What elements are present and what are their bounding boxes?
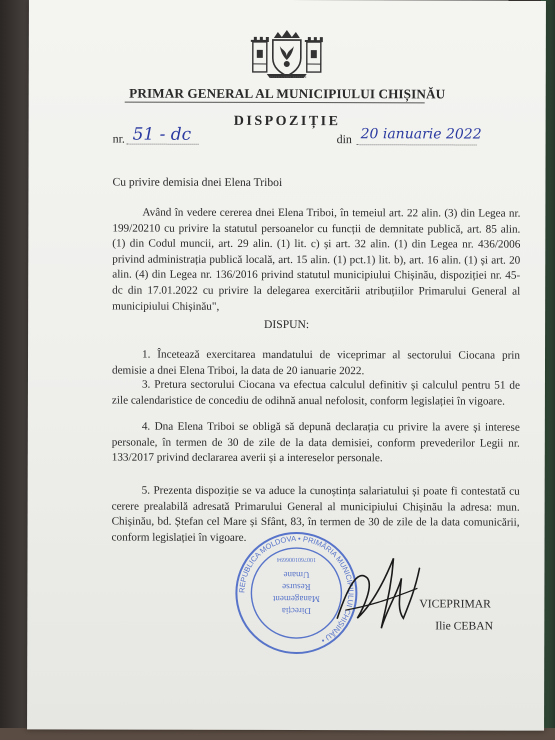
stamp-line: Management	[272, 593, 320, 605]
stamp-line: Direcția	[281, 605, 311, 617]
crest-caption: PATER URBIS PATRIAE	[269, 74, 307, 80]
header-divider	[125, 102, 425, 104]
provision-item: 1. Încetează exercitarea mandatului de viceprimar al sectorului Ciocana prin demisie a dnei Elena Triboi, la data de 20 ianuarie 2022.	[111, 348, 521, 377]
signatory-name: Ilie CEBAN	[435, 619, 493, 633]
coat-of-arms-icon	[247, 28, 327, 80]
signatory-title: VICEPRIMAR	[419, 597, 491, 611]
number-dotted-line	[127, 144, 199, 145]
stamp-line: Resurse	[282, 581, 311, 593]
issuer-title: PRIMAR GENERAL AL MUNICIPIULUI CHIȘINĂU	[129, 85, 446, 102]
document-subject: Cu privire demisia dnei Elena Triboi	[112, 175, 283, 189]
background-left	[0, 0, 30, 740]
date-label: din	[336, 132, 352, 147]
provision-item: 5. Prezenta dispoziție se va aduce la cunoștința salariatului și poate fi contestată cu cerere prealabilă adresată Primarului General al municipiului Chișinău la adresa: mun. Chișinău, bd. Ștefan cel Mare și Sfânt, 83, în termen de 30 de zile de la data comunicării, conform legislației în vigoare.	[111, 484, 520, 544]
provision-item: 3. Pretura sectorului Ciocana va efectua calculul definitiv și calculul pentru 51 de zile calendaristice de concediu de odihnă anual nefolosit, conform legislației în vigoare.	[111, 378, 520, 408]
preamble-paragraph: Având în vedere cererea dnei Elena Triboi, în temeiul art. 22 alin. (3) din Legea nr. 199/20210 cu privire la statutul persoanelor cu funcții de demnitate publică, art. 85 alin. (1) din Codul muncii, art. 29 alin. (1) lit. c) și art. 32 alin. (1) din Legea nr. 436/2006 privind administrația publică locală, art. 15 alin. (1) pct.1) lit. b), art. 16 alin. (1) și art. 20 alin. (4) din Legea nr. 136/2016 privind statutul municipiului Chișinău, dispoziției nr. 45-dc din 17.01.2022 cu privire la delegarea exercitării atribuțiilor Primarului General al municipiului Chișinău",	[112, 206, 521, 313]
number-label: nr.	[112, 131, 125, 146]
stamp-outer-text: REPUBLICA MOLDOVA • PRIMĂRIA MUNICIPIULUI CHIȘINĂU •	[237, 533, 356, 646]
stamp-code: 1007601006694	[276, 555, 316, 563]
document-page	[27, 0, 546, 731]
stamp-line: Umane	[283, 569, 310, 581]
date-dotted-line	[357, 144, 477, 145]
document-date: 20 ianuarie 2022	[360, 126, 482, 143]
dispun-heading: DISPUN:	[264, 317, 310, 332]
document-type: DISPOZIȚIE	[233, 113, 341, 130]
handwritten-signature	[327, 548, 427, 638]
provision-item: 4. Dna Elena Triboi se obligă să depună declarația cu privire la avere și interese personale, în termen de 30 de zile de la data demisiei, conform prevederilor Legii nr. 133/2017 privind declararea averii și a intereselor personale.	[111, 420, 520, 465]
document-number: 51 - dc	[132, 124, 192, 145]
